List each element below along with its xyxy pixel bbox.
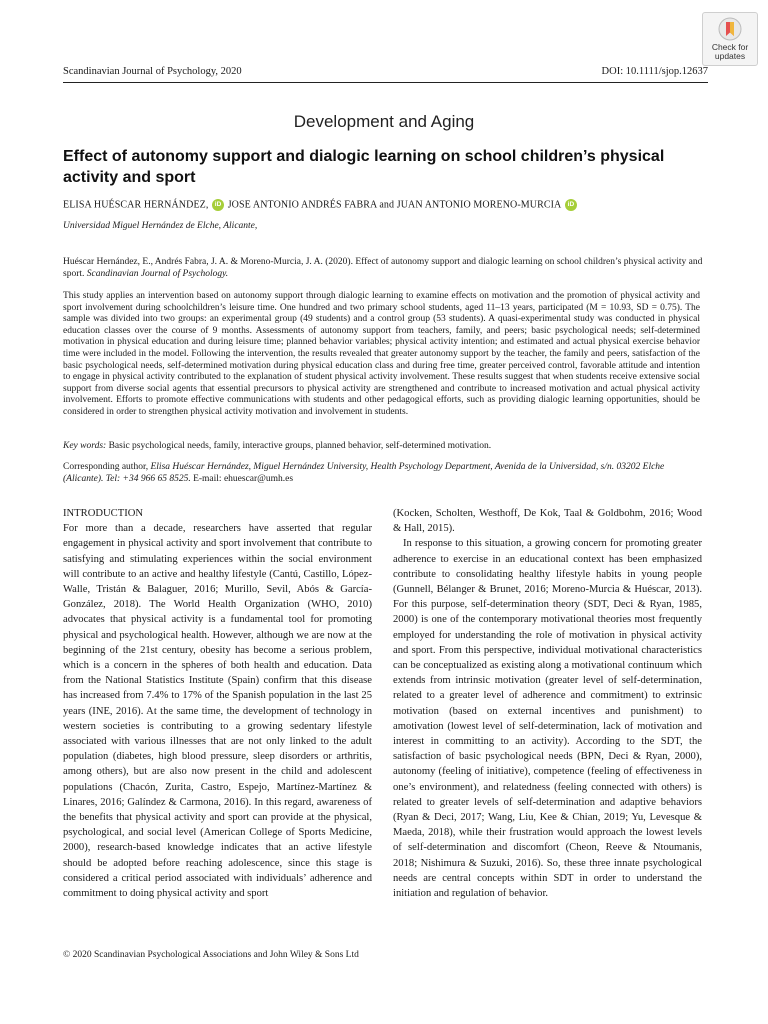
corresponding-label: Corresponding author, (63, 462, 149, 472)
author-1: ELISA HUÉSCAR HERNÁNDEZ, (63, 199, 209, 211)
keywords-text: Basic psychological needs, family, interactive groups, planned behavior, self-determined motivation. (108, 441, 492, 451)
copyright-footer: © 2020 Scandinavian Psychological Associations and John Wiley & Sons Ltd (63, 950, 359, 960)
introduction-heading: INTRODUCTION (63, 508, 144, 519)
paragraph: In response to this situation, a growing concern for promoting greater adherence to exercise in an educational context has been emphasized contribute to consolidating healthy lifestyle habits in young people (Gunnell, Bélanger & Brunet, 2016; Moreno-Murcia & Huéscar, 2013). For this purpose, self-determination theory (SDT, Deci & Ryan, 1985, 2000) is one of the contemporary motivational theories most frequently employed for understanding the role of motivation in physical activity and sport. From this perspective, individual motivational characteristics can be conceptualized as existing along a motivational continuum which extends from intrinsic motivation (greater level of self-determination, related to a greater level of adherence and commitment) to extrinsic motivation (based on external incentives and punishment) to amotivation (lowest level of self-determination, lack of motivation and interest in committing to an activity). According to the SDT, the satisfaction of basic psychological needs (BPN, Deci & Ryan, 2000), autonomy (feeling of initiative), competence (feeling of effectiveness in one’s environment), and relatedness (feeling connected with others) is related to greater levels of self-determination and adaptive behaviors (Ryan & Deci, 2017; Wang, Liu, Kee & Chian, 2019; Yu, Levesque & Maeda, 2018), while their frustration would approach the lowest levels of self-determination and discomfort (Cheon, Reeve & Ntoumanis, 2018; Nishimura & Suzuki, 2016). So, these three innate psychological needs are central concepts within SDT in order to understand the initiation and regulation of behavior. (393, 538, 702, 900)
paragraph: (Kocken, Scholten, Westhoff, De Kok, Taal & Goldbohm, 2016; Wood & Hall, 2015). (393, 508, 702, 535)
article-title: Effect of autonomy support and dialogic learning on school children’s physical activity and sport (63, 148, 665, 186)
check-for-updates-label: Check for updates (711, 42, 749, 61)
citation-text: Huéscar Hernández, E., Andrés Fabra, J. A. & Moreno-Murcia, J. A. (2020). Effect of autonomy support and dialogic learning on school children’s physical activity and sport. (63, 257, 703, 279)
paragraph: For more than a decade, researchers have asserted that regular engagement in physical activity and sport involvement that contribute to satisfying and stimulating experiences within the social environment will contribute to an active and healthy lifestyle (Cantú, Castillo, López-Walle, Tristán & Balaguer, 2016; Murillo, Sevil, Abós & García-González, 2018). The World Health Organization (WHO, 2010) advocates that physical activity is a fundamental tool for promoting physical and psychological health. However, although we are now at the beginning of the 21st century, obesity has become a serious problem, which is a concern in the spheres of both health and education. Data from the National Statistics Institute (Spain) confirm that this disease has increased from 7.4% to 17% of the Spanish population in the last 25 years (INE, 2016). At the same time, the development of technology in western societies is contributing to a growing sedentary lifestyle associated with various illnesses that are not only linked to the adult population (diabetes, high blood pressure, sleep disorders or arthritis, among others), but are also now present in the child and adolescent populations (Chacón, Zurita, Castro, Espejo, Martínez-Martínez & Linares, 2016; Galíndez & Carmona, 2016). In this regard, awareness of the benefits that physical activity and sport can provide at the physical, psychological, and social level (American College of Sports Medicine, 2000), research-based knowledge indicates that an active lifestyle should be adopted before reaching adolescence, since this stage is considered a critical period associated with individuals’ adherence and commitment to doing physical activity and sport (63, 523, 372, 900)
orcid-icon[interactable]: iD (212, 199, 224, 211)
journal-name: Scandinavian Journal of Psychology, 2020 (63, 66, 242, 77)
keywords-label: Key words: (63, 441, 107, 451)
abstract: This study applies an intervention based on autonomy support through dialogic learning to examine effects on motivation and the promotion of physical activity and sport involvement during schoolchildren’s leisure time. One hundred and two primary school students, aged 11–13 years, participated (M = 10.93, SD = 0.75). The sample was divided into two groups: an experimental group (49 students) and a control group (53 students). A quasi-experimental study was conducted in physical education classes over the course of 9 months. Assessments of autonomy support from teachers, family, and peers; basic psychological needs; self-determined motivation in physical education and during leisure time; planned behavior variables; physical activity intention; and estimated and actual physical exercise behavior time were included in the model. Following the intervention, the results revealed that greater autonomy support by the teacher, the family and peers, satisfaction of the basic psychological needs, self-determined motivation during physical education class and during free time, greater perceived control, favorable attitude and intention to engage in physical activity contributed to the explanation of student physical activity involvement. These results suggest that when students receive extensive social support from diverse social agents that essential precursors to physical activity are strengthened and contribute to increased motivation and actual physical activity involvement. Efforts to promote effective communications with students and other pedagogical efforts, such as providing dialogic learning opportunities, should be considered in order to strengthen physical activity motivation and involvement in students. (63, 291, 700, 417)
keywords (63, 441, 703, 451)
body-column-right (393, 506, 702, 901)
corresponding-details: Elisa Huéscar Hernández, Miguel Hernández University, Health Psychology Department, Avenida de la Universidad, s/n. 03202 Elche (Alicante). Tel: +34 966 65 8525. (63, 462, 665, 484)
orcid-icon[interactable]: iD (565, 199, 577, 211)
header-rule (63, 82, 708, 83)
citation (63, 256, 703, 280)
section-heading: Development and Aging (293, 112, 475, 131)
doi[interactable]: DOI: 10.1111/sjop.12637 (601, 66, 708, 77)
corresponding-author (63, 461, 700, 485)
author-2-3: JOSE ANTONIO ANDRÉS FABRA and JUAN ANTONIO MORENO-MURCIA (227, 199, 562, 211)
author-list (63, 199, 578, 211)
bookmark-icon (718, 17, 742, 41)
citation-journal: Scandinavian Journal of Psychology. (86, 269, 229, 279)
check-for-updates-badge[interactable] (702, 12, 758, 66)
corresponding-email[interactable]: E-mail: ehuescar@umh.es (193, 474, 294, 484)
body-column-left (63, 506, 372, 901)
affiliation: Universidad Miguel Hernández de Elche, Alicante, (63, 221, 258, 231)
